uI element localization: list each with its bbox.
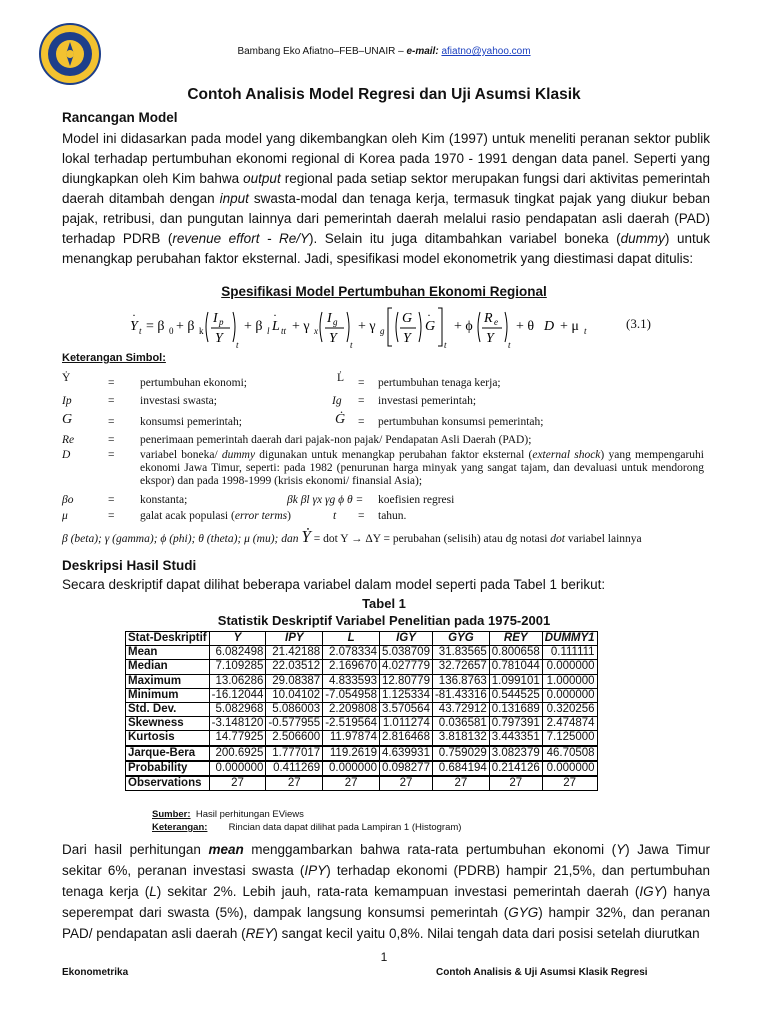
symbol-ydot: Ẏ [62, 372, 71, 384]
table-row [126, 660, 598, 674]
svg-text:Y: Y [329, 331, 337, 346]
table-cell: 22.03512 [266, 660, 323, 674]
svg-text:g: g [333, 317, 338, 327]
footer-right: Contoh Analisis & Uji Asumsi Klasik Regresi [436, 967, 648, 978]
symbol-ldot: L̇ [337, 372, 345, 384]
table-cell: 29.08387 [266, 674, 323, 688]
table-cell: 27 [209, 776, 266, 791]
table-cell: 27 [380, 776, 433, 791]
table-row [126, 702, 598, 716]
paragraph-rancangan: Model ini didasarkan pada model yang dikembangkan oleh Kim (1997) untuk meneliti peranan sektor publik lokal terhadap pertumbuhan ekonomi regional di Korea pada 1970 - 1991 dengan data panel. Seperti yang diungkapkan oleh Kim bahwa output regional pada setiap sektor merupakan fungsi dari aktivitas pemerintah daerah ditambah dengan input swasta-modal dan tenaga kerja, termasuk tingkat pajak yang diukur beban pajak, retribusi, dan pungutan lainnya dari pemerintah daerah melalui rasio pendapatan asli daerah (PAD) terhadap PDRB (revenue effort - Re/Y). Selain itu juga ditambahkan variabel boneka (dummy) untuk menangkap perubahan faktor eksternal. Jadi, spesifikasi model ekonometrik yang diestimasi dapat ditulis: [62, 131, 711, 266]
table-cell: 0.759029 [432, 746, 489, 761]
table-row [126, 731, 598, 746]
table-cell: -2.519564 [323, 717, 380, 731]
symbol-re: Re [62, 434, 75, 446]
svg-text:x: x [314, 326, 318, 336]
svg-text:·: · [273, 308, 277, 322]
row-label: Jarque-Bera [126, 746, 210, 761]
symbol-mu: μ [62, 510, 68, 522]
svg-text:t: t [139, 326, 142, 336]
symbol-desc: koefisien regresi [378, 494, 455, 506]
table-row [126, 717, 598, 731]
svg-text:t: t [350, 340, 353, 350]
column-header: Y [209, 632, 266, 646]
table-cell: 2.169670 [323, 660, 380, 674]
table-title: Statistik Deskriptif Variabel Penelitian pada 1975-2001 [217, 613, 551, 628]
footer-left: Ekonometrika [62, 967, 129, 978]
table-row [126, 761, 598, 776]
svg-text:g: g [380, 326, 385, 336]
table-cell: 200.6925 [209, 746, 266, 761]
symbol-desc: penerimaan pemerintah daerah dari pajak-non pajak/ Pendapatan Asli Daerah (PAD); [140, 434, 532, 446]
symbol-ip: Ip [62, 395, 72, 407]
svg-text:+ γ: + γ [358, 319, 376, 334]
table-cell: 5.082968 [209, 702, 266, 716]
column-header: DUMMY1 [542, 632, 597, 646]
table-cell: 2.209808 [323, 702, 380, 716]
table-cell: 0.320256 [542, 702, 597, 716]
table-cell: 0.111111 [542, 646, 597, 660]
paragraph-deskripsi-intro: Secara deskriptif dapat dilihat beberapa variabel dalam model seperti pada Tabel 1 berikut: [62, 577, 606, 592]
table-cell: 4.027779 [380, 660, 433, 674]
symbol-desc: pertumbuhan ekonomi; [140, 377, 247, 389]
table-cell: 27 [323, 776, 380, 791]
svg-text:Y: Y [486, 331, 494, 346]
row-label: Observations [126, 776, 210, 791]
table-cell: 0.000000 [542, 688, 597, 702]
table-cell: 12.80779 [380, 674, 433, 688]
table-cell: -7.054958 [323, 688, 380, 702]
svg-text:t: t [584, 326, 587, 336]
svg-text:= β: = β [146, 319, 165, 334]
equation-number: (3.1) [626, 316, 651, 331]
row-label: Kurtosis [126, 731, 210, 746]
column-header: L [323, 632, 380, 646]
symbol-t: t [333, 510, 337, 522]
table-cell: 3.082379 [489, 746, 542, 761]
symbol-desc: galat acak populasi (error terms) [140, 510, 291, 522]
table-cell: 11.97874 [323, 731, 380, 746]
document-title: Contoh Analisis Model Regresi dan Uji Asumsi Klasik [187, 86, 581, 103]
page-header [0, 46, 768, 57]
symbol-desc: investasi pemerintah; [378, 395, 477, 407]
svg-text:t: t [236, 340, 239, 350]
table-cell: 13.06286 [209, 674, 266, 688]
column-header: IGY [380, 632, 433, 646]
symbol-ig: Ig [332, 395, 342, 407]
svg-text:tt: tt [281, 326, 287, 336]
svg-text:G: G [402, 311, 413, 326]
symbol-g: G [62, 412, 73, 427]
svg-text:+ β: + β [244, 319, 263, 334]
table-cell: 5.086003 [266, 702, 323, 716]
svg-text:·: · [427, 308, 431, 322]
table-cell: 1.125334 [380, 688, 433, 702]
table-cell: 2.474874 [542, 717, 597, 731]
svg-text:+ ϕ: + ϕ [454, 319, 473, 334]
table-cell: 1.011274 [380, 717, 433, 731]
column-header: REY [489, 632, 542, 646]
row-label: Mean [126, 646, 210, 660]
svg-text:Y: Y [215, 331, 223, 346]
table-cell: 1.777017 [266, 746, 323, 761]
table-cell: 7.125000 [542, 731, 597, 746]
table-cell: 2.078334 [323, 646, 380, 660]
table-cell: 1.000000 [542, 674, 597, 688]
table-cell: 5.038709 [380, 646, 433, 660]
table-cell: 27 [489, 776, 542, 791]
symbol-gdot: Ġ [335, 412, 346, 427]
svg-text:Y: Y [403, 331, 411, 346]
table-cell: 0.781044 [489, 660, 542, 674]
column-header: Stat-Deskriptif [126, 632, 210, 646]
table-cell: 14.77925 [209, 731, 266, 746]
svg-text:I: I [327, 311, 332, 326]
table-cell: 0.684194 [432, 761, 489, 776]
symbol-d: D [62, 449, 71, 461]
svg-text:t: t [508, 340, 511, 350]
svg-text:p: p [219, 317, 224, 327]
section-heading-deskripsi: Deskripsi Hasil Studi [62, 558, 197, 573]
svg-text:+ θ: + θ [516, 319, 535, 334]
table-row [126, 688, 598, 702]
table-cell: 0.000000 [323, 761, 380, 776]
svg-text:D: D [544, 319, 555, 334]
row-label: Std. Dev. [126, 702, 210, 716]
svg-text:+ β: + β [176, 319, 195, 334]
table-cell: 3.818132 [432, 731, 489, 746]
page-number: 1 [380, 950, 388, 964]
section-heading-rancangan: Rancangan Model [62, 110, 178, 125]
table-cell: 21.42188 [266, 646, 323, 660]
table-cell: 43.72912 [432, 702, 489, 716]
row-label: Maximum [126, 674, 210, 688]
table-cell: -0.577955 [266, 717, 323, 731]
symbol-desc-d: variabel boneka/ dummy digunakan untuk menangkap perubahan faktor eksternal (external shock) yang mempengaruhi ekonomi Jawa Timur, seperti: pada 1982 (penurunan harga minyak yang sangat tajam, dan devaluasi untuk mendorong ekspor) dan pada 1998-1999 (krisis ekonomi/ finansial Asia); [140, 449, 704, 487]
svg-text:+ γ: + γ [292, 319, 310, 334]
table-cell: 0.131689 [489, 702, 542, 716]
table-cell: 2.506600 [266, 731, 323, 746]
table-cell: 0.000000 [209, 761, 266, 776]
table-row [126, 646, 598, 660]
symbol-desc: konstanta; [140, 494, 188, 506]
svg-text:e: e [494, 317, 498, 327]
table-cell: 7.109285 [209, 660, 266, 674]
table-row [126, 674, 598, 688]
table-row [126, 746, 598, 761]
table-note: Keterangan: Rincian data dapat dilihat pada Lampiran 1 (Histogram) [152, 822, 462, 833]
svg-text:R: R [484, 311, 493, 326]
table-cell: 6.082498 [209, 646, 266, 660]
keterangan-title: Keterangan Simbol: [62, 352, 166, 364]
svg-text:+ μ: + μ [560, 319, 579, 334]
email-link[interactable]: afiatno@yahoo.com [441, 46, 531, 57]
symbol-desc: pertumbuhan tenaga kerja; [378, 377, 501, 389]
table-cell: 1.099101 [489, 674, 542, 688]
table-cell: 27 [266, 776, 323, 791]
email-label: e-mail: [406, 46, 439, 57]
table-label: Tabel 1 [362, 596, 406, 611]
svg-text:Y: Y [130, 319, 138, 334]
svg-text:l: l [267, 326, 270, 336]
svg-text:·: · [132, 308, 136, 322]
table-cell: 136.8763 [432, 674, 489, 688]
table-cell: 4.833593 [323, 674, 380, 688]
table-cell: 0.797391 [489, 717, 542, 731]
symbol-desc: konsumsi pemerintah; [140, 416, 242, 428]
table-cell: 2.816468 [380, 731, 433, 746]
equation-title: Spesifikasi Model Pertumbuhan Ekonomi Regional [221, 284, 547, 299]
symbol-desc: pertumbuhan konsumsi pemerintah; [378, 416, 544, 428]
table-cell: 0.800658 [489, 646, 542, 660]
table-cell: 4.639931 [380, 746, 433, 761]
table-cell: 0.544525 [489, 688, 542, 702]
svg-text:L: L [272, 319, 280, 334]
table-cell: 46.70508 [542, 746, 597, 761]
table-cell: 0.036581 [432, 717, 489, 731]
table-cell: 3.443351 [489, 731, 542, 746]
svg-text:0: 0 [169, 326, 174, 336]
table-cell: 119.2619 [323, 746, 380, 761]
table-cell: 0.411269 [266, 761, 323, 776]
table-cell: 0.000000 [542, 761, 597, 776]
symbol-coefs: βk βl γx γg ϕ θ = [287, 494, 364, 506]
table-cell: 27 [432, 776, 489, 791]
regression-equation [120, 300, 640, 352]
table-cell: -81.43316 [432, 688, 489, 702]
table-row [126, 776, 598, 791]
svg-text:t: t [444, 340, 447, 350]
svg-text:k: k [199, 326, 204, 336]
symbol-desc: tahun. [378, 510, 407, 522]
table-cell: 0.000000 [542, 660, 597, 674]
svg-text:G: G [425, 319, 436, 334]
row-label: Probability [126, 761, 210, 776]
table-cell: 32.72657 [432, 660, 489, 674]
svg-text:I: I [213, 311, 218, 326]
column-header: GYG [432, 632, 489, 646]
table-cell: 31.83565 [432, 646, 489, 660]
table-cell: 3.570564 [380, 702, 433, 716]
table-cell: 10.04102 [266, 688, 323, 702]
author-text: Bambang Eko Afiatno–FEB–UNAIR – [237, 46, 404, 57]
table-cell: -16.12044 [209, 688, 266, 702]
column-header: IPY [266, 632, 323, 646]
table-cell: 0.214126 [489, 761, 542, 776]
descriptive-stats-table [125, 631, 598, 791]
paragraph-hasil: Dari hasil perhitungan mean menggambarkan bahwa rata-rata pertumbuhan ekonomi (Y) Jawa Timur sekitar 6%, peranan investasi swasta (IPY) terhadap ekonomi (PDRB) hampir 21,5%, dan pertumbuhan tenaga kerja (L) sekitar 2%. Lebih jauh, rata-rata kemampuan investasi pemerintah daerah (IGY) hanya seperempat dari swasta (5%), dampak langsung konsumsi pemerintah (GYG) hampir 32%, dan peranan PAD/ pendapatan asli daerah (REY) sangat kecil yaitu 0,8%. Nilai tengah data dari posisi setelah diurutkan [62, 842, 711, 941]
row-label: Median [126, 660, 210, 674]
row-label: Skewness [126, 717, 210, 731]
table-cell: 0.098277 [380, 761, 433, 776]
table-header-row [126, 632, 598, 646]
table-source: Sumber: Hasil perhitungan EViews [152, 809, 304, 820]
symbol-desc: investasi swasta; [140, 395, 217, 407]
symbol-b0: βo [62, 494, 74, 506]
table-cell: 27 [542, 776, 597, 791]
table-cell: -3.148120 [209, 717, 266, 731]
row-label: Minimum [126, 688, 210, 702]
greek-legend: β (beta); γ (gamma); ϕ (phi); θ (theta); μ (mu); dan Ẏ = dot Y → ΔY = perubahan (selisih) atau dg notasi dot variabel lainnya [62, 527, 642, 546]
